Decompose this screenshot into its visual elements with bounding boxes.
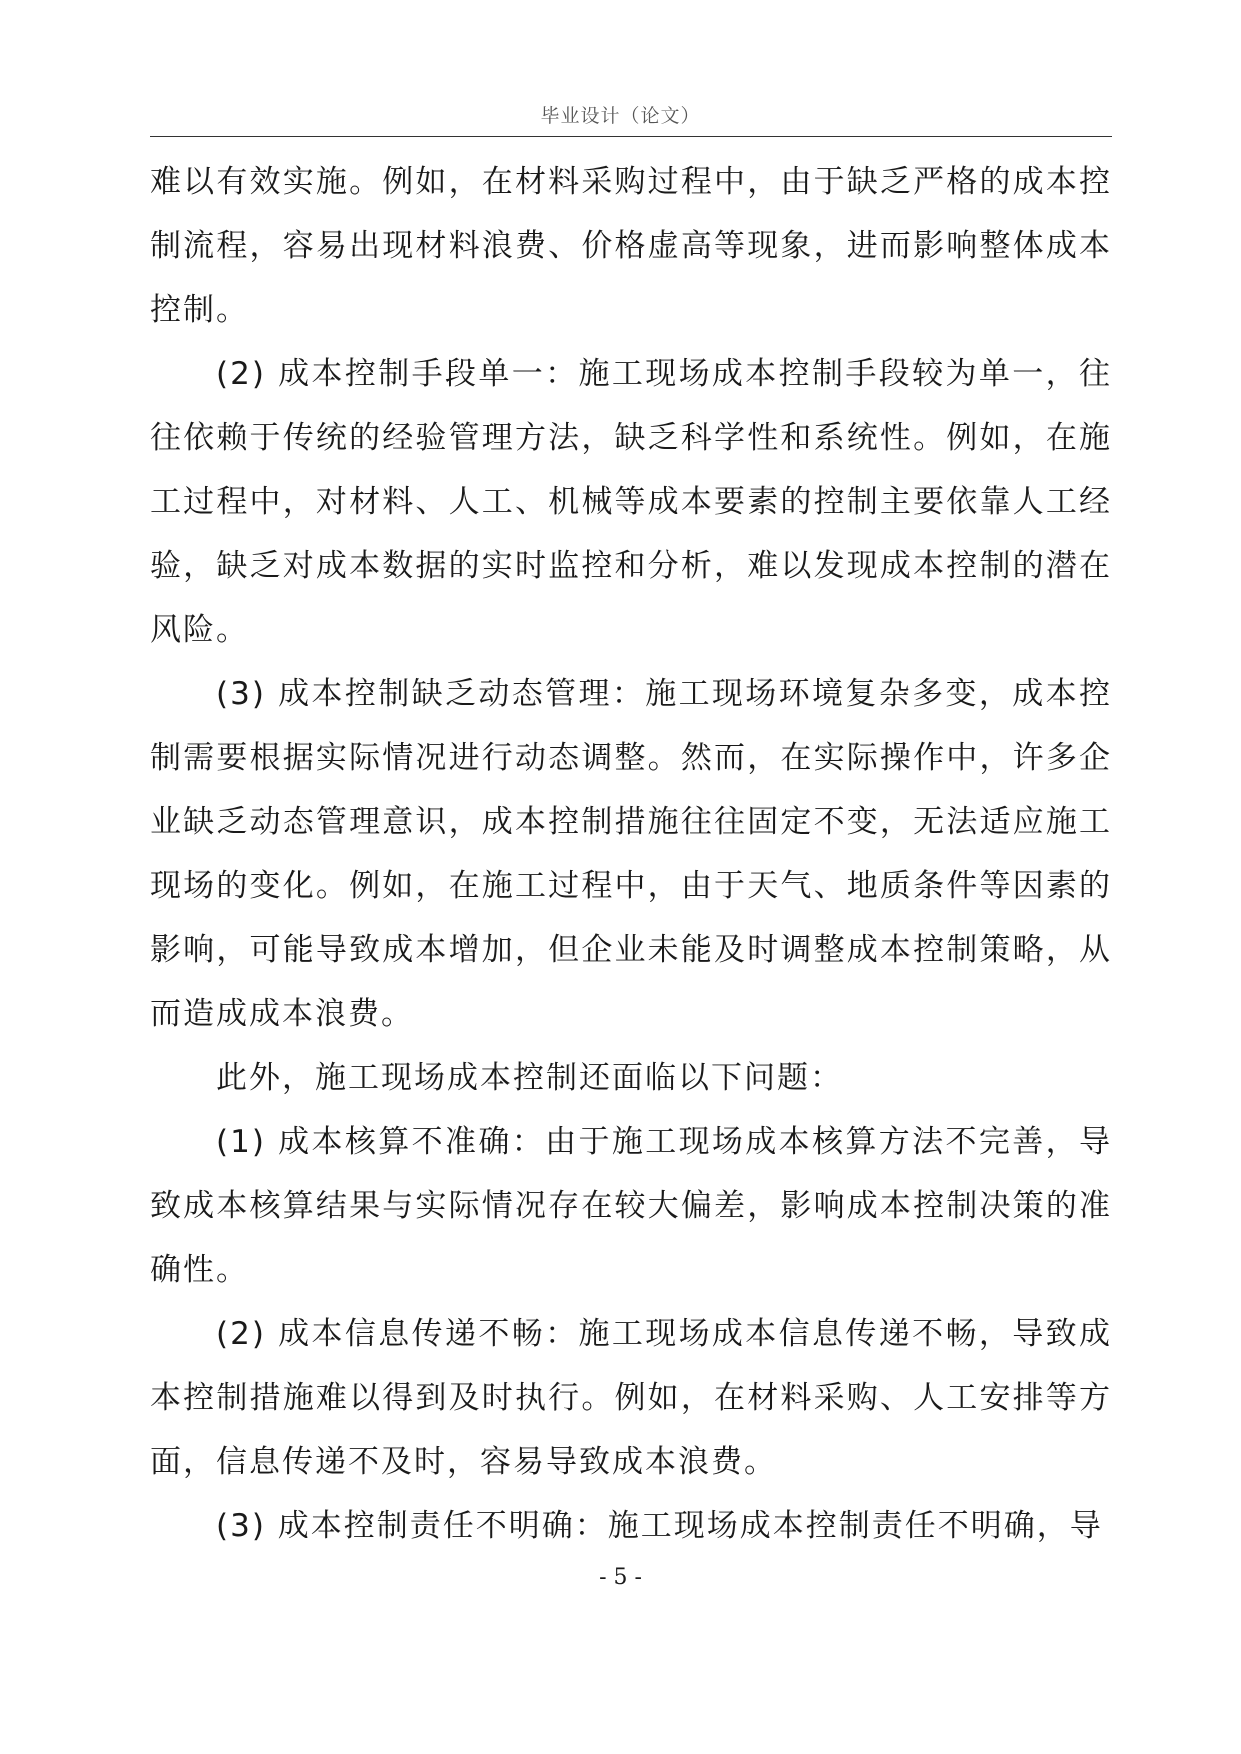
body-text [150,150,1112,1558]
header-divider [150,136,1112,137]
page-number: - 5 - [599,1565,642,1590]
paragraph: (2) 成本控制手段单一：施工现场成本控制手段较为单一，往往依赖于传统的经验管理方法，缺乏科学性和系统性。例如，在施工过程中，对材料、人工、机械等成本要素的控制主要依靠人工经验，缺乏对成本数据的实时监控和分析，难以发现成本控制的潜在风险。 [150,356,1112,648]
paragraph: 此外，施工现场成本控制还面临以下问题： [216,1060,843,1096]
page-header-title: 毕业设计（论文） [540,105,701,127]
paragraph: 难以有效实施。例如，在材料采购过程中，由于缺乏严格的成本控制流程，容易出现材料浪费、价格虚高等现象，进而影响整体成本控制。 [150,164,1112,328]
paragraph: (3) 成本控制缺乏动态管理：施工现场环境复杂多变，成本控制需要根据实际情况进行动态调整。然而，在实际操作中，许多企业缺乏动态管理意识，成本控制措施往往固定不变，无法适应施工现场的变化。例如，在施工过程中，由于天气、地质条件等因素的影响，可能导致成本增加，但企业未能及时调整成本控制策略，从而造成成本浪费。 [150,676,1112,1032]
paragraph: (2) 成本信息传递不畅：施工现场成本信息传递不畅，导致成本控制措施难以得到及时执行。例如，在材料采购、人工安排等方面，信息传递不及时，容易导致成本浪费。 [150,1316,1112,1480]
paragraph: (3) 成本控制责任不明确：施工现场成本控制责任不明确，导 [216,1508,1103,1544]
paragraph: (1) 成本核算不准确：由于施工现场成本核算方法不完善，导致成本核算结果与实际情况存在较大偏差，影响成本控制决策的准确性。 [150,1124,1112,1288]
